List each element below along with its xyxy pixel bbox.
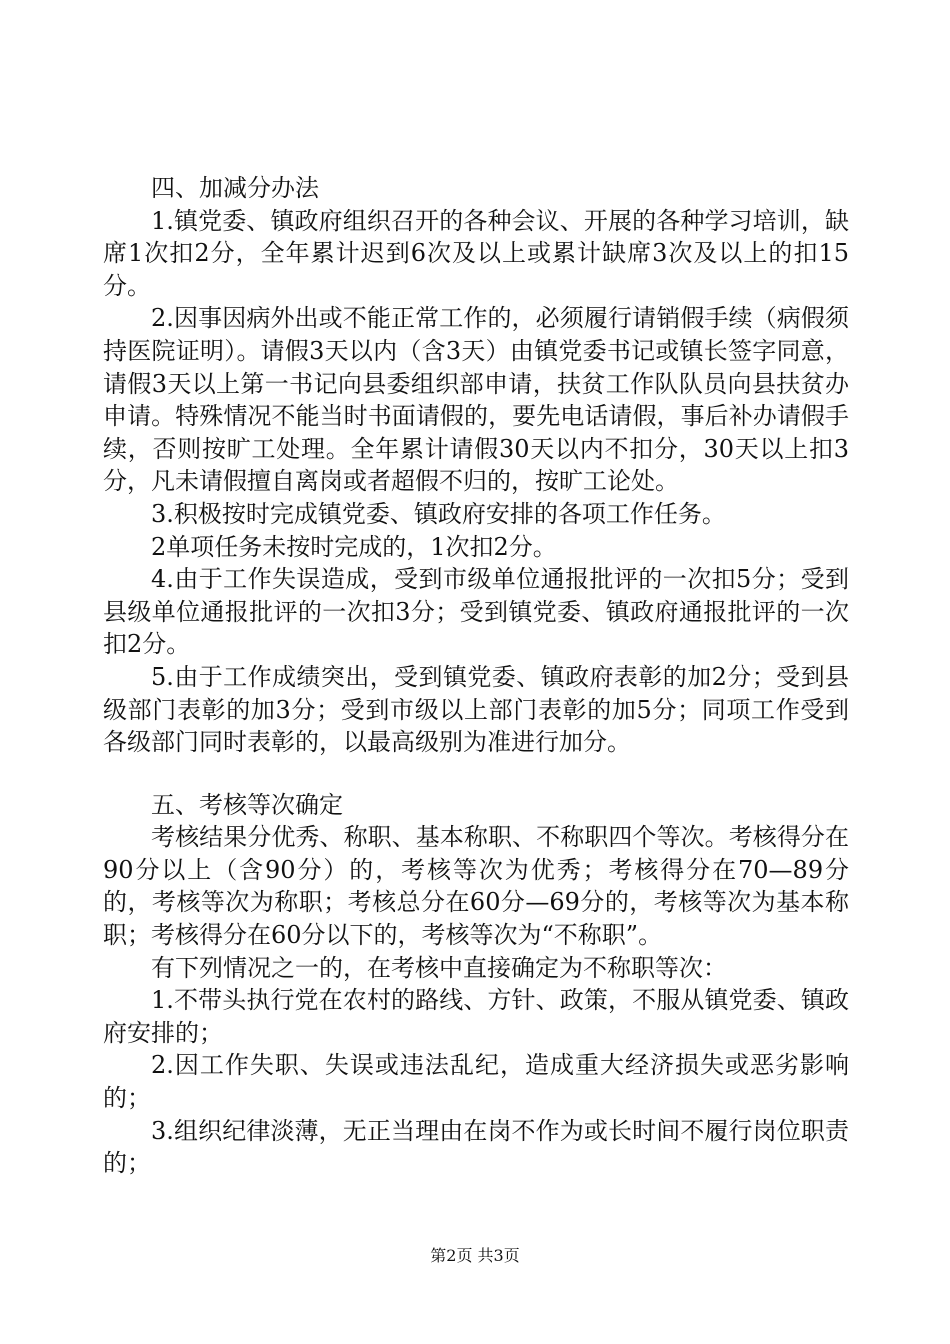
paragraph-unqualified-3: 3.组织纪律淡薄，无正当理由在岗不作为或长时间不履行岗位职责的； <box>103 1116 849 1178</box>
paragraph-unqualified-2: 2.因工作失职、失误或违法乱纪，造成重大经济损失或恶劣影响的； <box>103 1051 849 1113</box>
paragraph-grades: 考核结果分优秀、称职、基本称职、不称职四个等次。考核得分在90分以上（含90分）的，考核等次为优秀；考核得分在70—89分的，考核等次为称职；考核总分在60分—69分的，考核等次为基本称职；考核得分在60分以下的，考核等次为“不称职”。 <box>103 823 849 950</box>
paragraph-unqualified-1: 1.不带头执行党在农村的路线、方针、政策，不服从镇党委、镇政府安排的； <box>103 986 849 1047</box>
section-heading-4: 四、加减分办法 <box>151 174 319 202</box>
paragraph-item-3: 3.积极按时完成镇党委、镇政府安排的各项工作任务。 <box>151 499 726 528</box>
section-heading-5: 五、考核等次确定 <box>151 790 343 819</box>
paragraph-item-1: 1.镇党委、镇政府组织召开的各种会议、开展的各种学习培训，缺席1次扣2分，全年累计迟到6次及以上或累计缺席3次及以上的扣15分。 <box>103 206 849 300</box>
document-body <box>103 172 849 1180</box>
page-number-footer: 第2页 共3页 <box>430 1246 520 1265</box>
paragraph-item-4: 4.由于工作失误造成，受到市级单位通报批评的一次扣5分；受到县级单位通报批评的一次扣3分；受到镇党委、镇政府通报批评的一次扣2分。 <box>103 565 849 659</box>
paragraph-unqualified-intro: 有下列情况之一的，在考核中直接确定为不称职等次： <box>151 953 727 982</box>
paragraph-item-2: 2.因事因病外出或不能正常工作的，必须履行请销假手续（病假须持医院证明）。请假3天以内（含3天）由镇党委书记或镇长签字同意，请假3天以上第一书记向县委组织部申请，扶贫工作队队员向县扶贫办申请。特殊情况不能当时书面请假的，要先电话请假，事后补办请假手续，否则按旷工处理。全年累计请假30天以内不扣分，30天以上扣3分，凡未请假擅自离岗或者超假不归的，按旷工论处。 <box>103 304 849 496</box>
paragraph-item-3-sub: 2单项任务未按时完成的，1次扣2分。 <box>151 532 557 561</box>
paragraph-item-5: 5.由于工作成绩突出，受到镇党委、镇政府表彰的加2分；受到县级部门表彰的加3分；受到市级以上部门表彰的加5分；同项工作受到各级部门同时表彰的，以最高级别为准进行加分。 <box>103 662 849 757</box>
